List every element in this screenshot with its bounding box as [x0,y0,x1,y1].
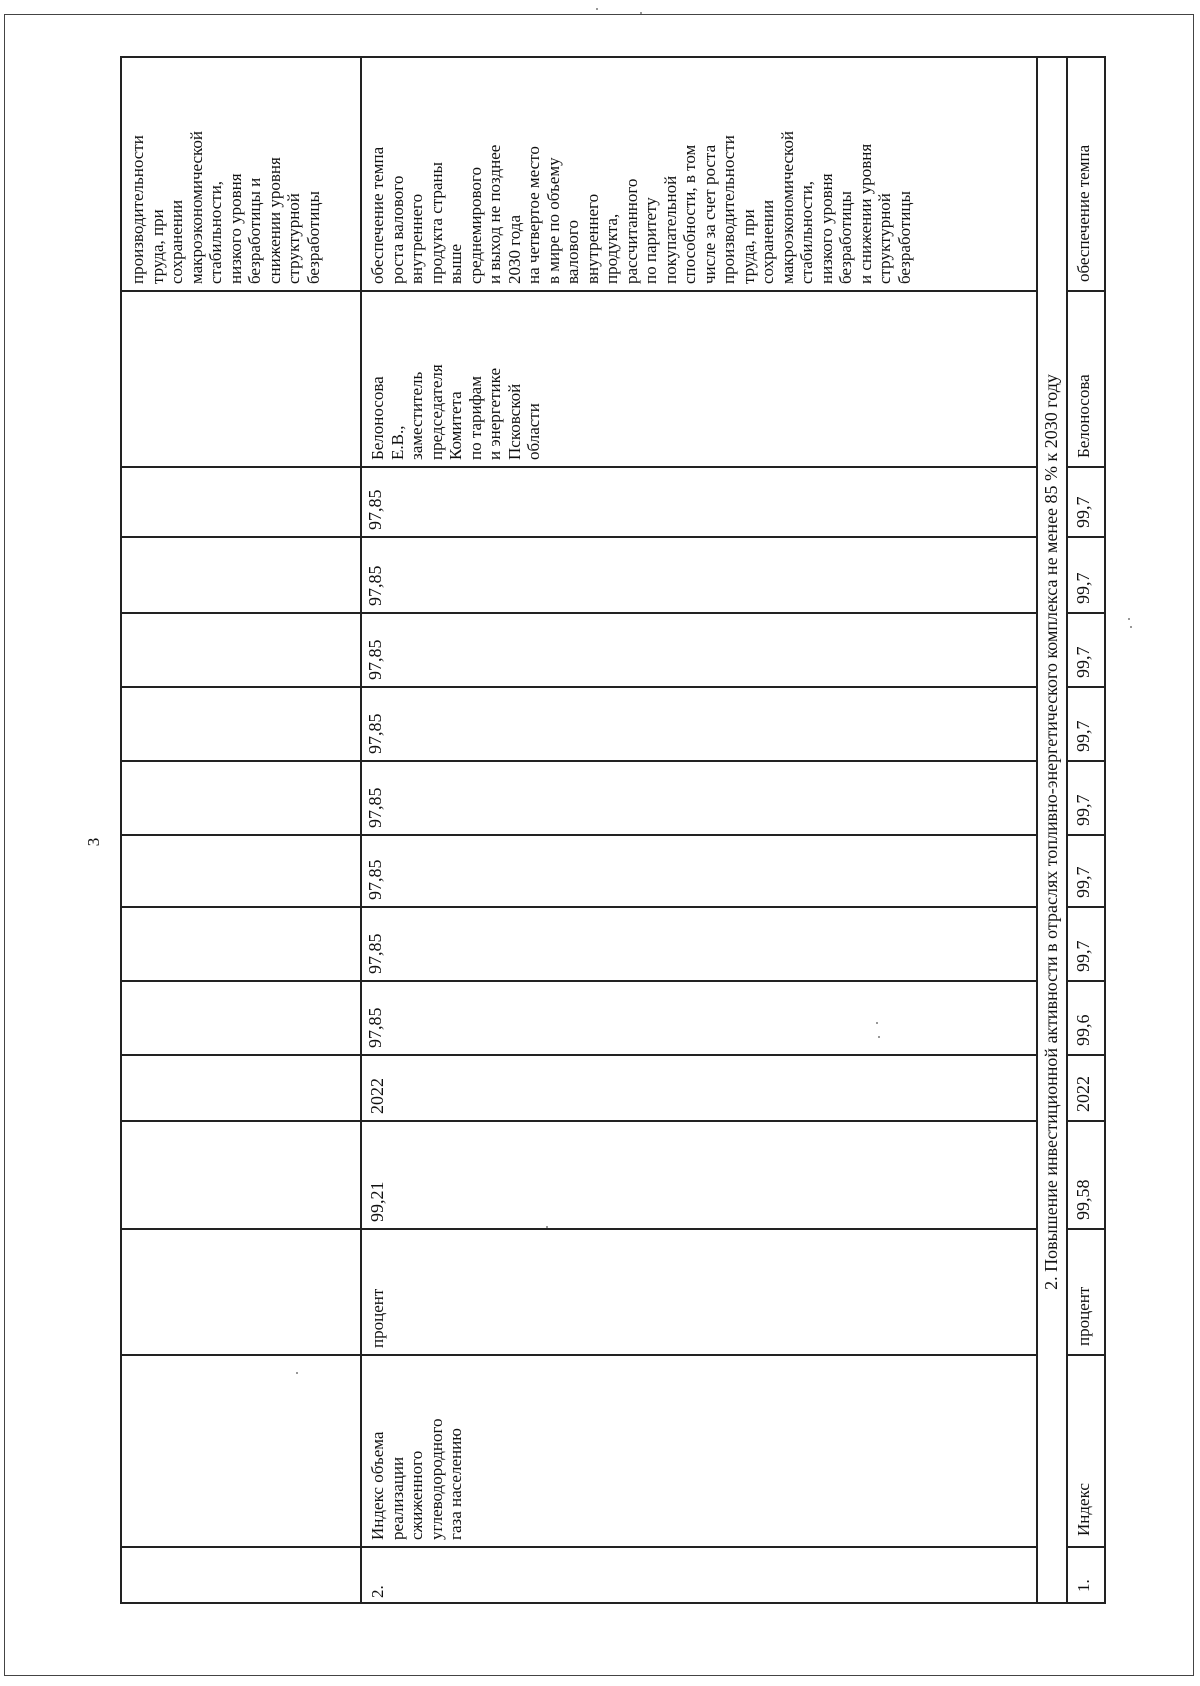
col-divider-responsible [120,466,1036,468]
s2-row1-indicator-name: Индекс [1074,1483,1093,1536]
row2-base-value: 99,21 [367,1181,387,1222]
row2-base-year: 2022 [367,1078,387,1114]
s2-row1-base-value: 99,58 [1073,1179,1093,1220]
scan-speck [1128,618,1130,620]
row2-unit: процент [368,1288,387,1348]
row2-value: 97,85 [365,565,385,606]
row2-goal-text: обеспечение темпа роста валового внутреннего продукта страны выше среднемирового и выход не позднее 2030 года на четвертое место в мире по объему валового внутреннего продукта, рассчитанного по паритету покупательной способности, в том числе за счет роста производительности труда, при сохранении макроэкономической стабильности, низкого уровня безработицы и снижении уровня структурной безработицы [368,130,914,284]
table-border-right [1104,56,1106,1604]
s2-div-goal [1066,290,1104,292]
col-divider-v1 [120,1054,1036,1056]
scan-speck [640,12,642,14]
s2-div-v5 [1066,760,1104,762]
col-divider-v8 [120,536,1036,538]
row2-value: 97,85 [365,859,385,900]
s2-row1-value: 99,7 [1073,572,1093,604]
row-divider-2 [1036,56,1038,1604]
row2-value: 97,85 [365,933,385,974]
col-divider-goal [120,290,1036,292]
s2-row1-value: 99,7 [1073,866,1093,898]
s2-div-v6 [1066,686,1104,688]
col-divider-v4 [120,834,1036,836]
s2-div-v7 [1066,612,1104,614]
row2-value: 97,85 [365,1007,385,1048]
s2-row1-value: 99,7 [1073,720,1093,752]
s2-div-v4 [1066,834,1104,836]
col-divider-v3 [120,906,1036,908]
row2-value: 97,85 [365,787,385,828]
col-divider-base-year [120,1120,1036,1122]
row2-responsible: Белоносова Е.В., заместитель председателя Комитета по тарифам и энергетике Псковской области [368,364,543,460]
scan-speck [296,1372,298,1374]
s2-row1-value: 99,6 [1073,1014,1093,1046]
scan-speck [596,8,598,10]
col-divider-base-value [120,1228,1036,1230]
s2-row1-value: 99,7 [1073,794,1093,826]
scan-speck [878,1036,880,1038]
row2-indicator-name: Индекс объема реализации сжиженного углеводородного газа населению [368,1418,465,1540]
s2-row1-value: 99,7 [1073,646,1093,678]
table-border-bottom [120,1602,1106,1604]
s2-row1-goal-text: обеспечение темпа [1074,144,1093,282]
row2-value: 97,85 [365,639,385,680]
s2-div-v8 [1066,536,1104,538]
s2-row1-unit: процент [1074,1286,1093,1346]
table-border-top [120,56,1104,58]
scan-speck [876,1022,878,1024]
section-2-title: 2. Повышение инвестиционной активности в отраслях топливно-энергетического комплекса не менее 85 % к 2030 году [1041,374,1061,1290]
col-divider-name [120,1546,1036,1548]
scan-speck [546,1226,548,1228]
col-divider-v6 [120,686,1036,688]
s2-row1-value: 99,7 [1073,496,1093,528]
s2-row1-value: 99,7 [1073,940,1093,972]
s2-div-v2 [1066,980,1104,982]
page-number: 3 [84,837,103,847]
col-divider-v5 [120,760,1036,762]
scan-speck [1130,626,1132,628]
s2-row1-responsible: Белоносова [1074,374,1093,458]
row-top-goal-text: производительности труда, при сохранении макроэкономической стабильности, низкого уровня безработицы и снижении уровня структурной безработицы [128,130,323,284]
row-divider-1 [360,56,362,1604]
col-divider-v2 [120,980,1036,982]
s2-row1-base-year: 2022 [1073,1076,1093,1112]
table-border-left [120,56,122,1604]
s2-div-name [1066,1546,1104,1548]
row2-value: 97,85 [365,713,385,754]
row2-number: 2. [368,1585,387,1598]
row2-value: 97,85 [365,489,385,530]
col-divider-v7 [120,612,1036,614]
col-divider-unit [120,1354,1036,1356]
s2-row1-number: 1. [1074,1579,1093,1592]
s2-div-v3 [1066,906,1104,908]
